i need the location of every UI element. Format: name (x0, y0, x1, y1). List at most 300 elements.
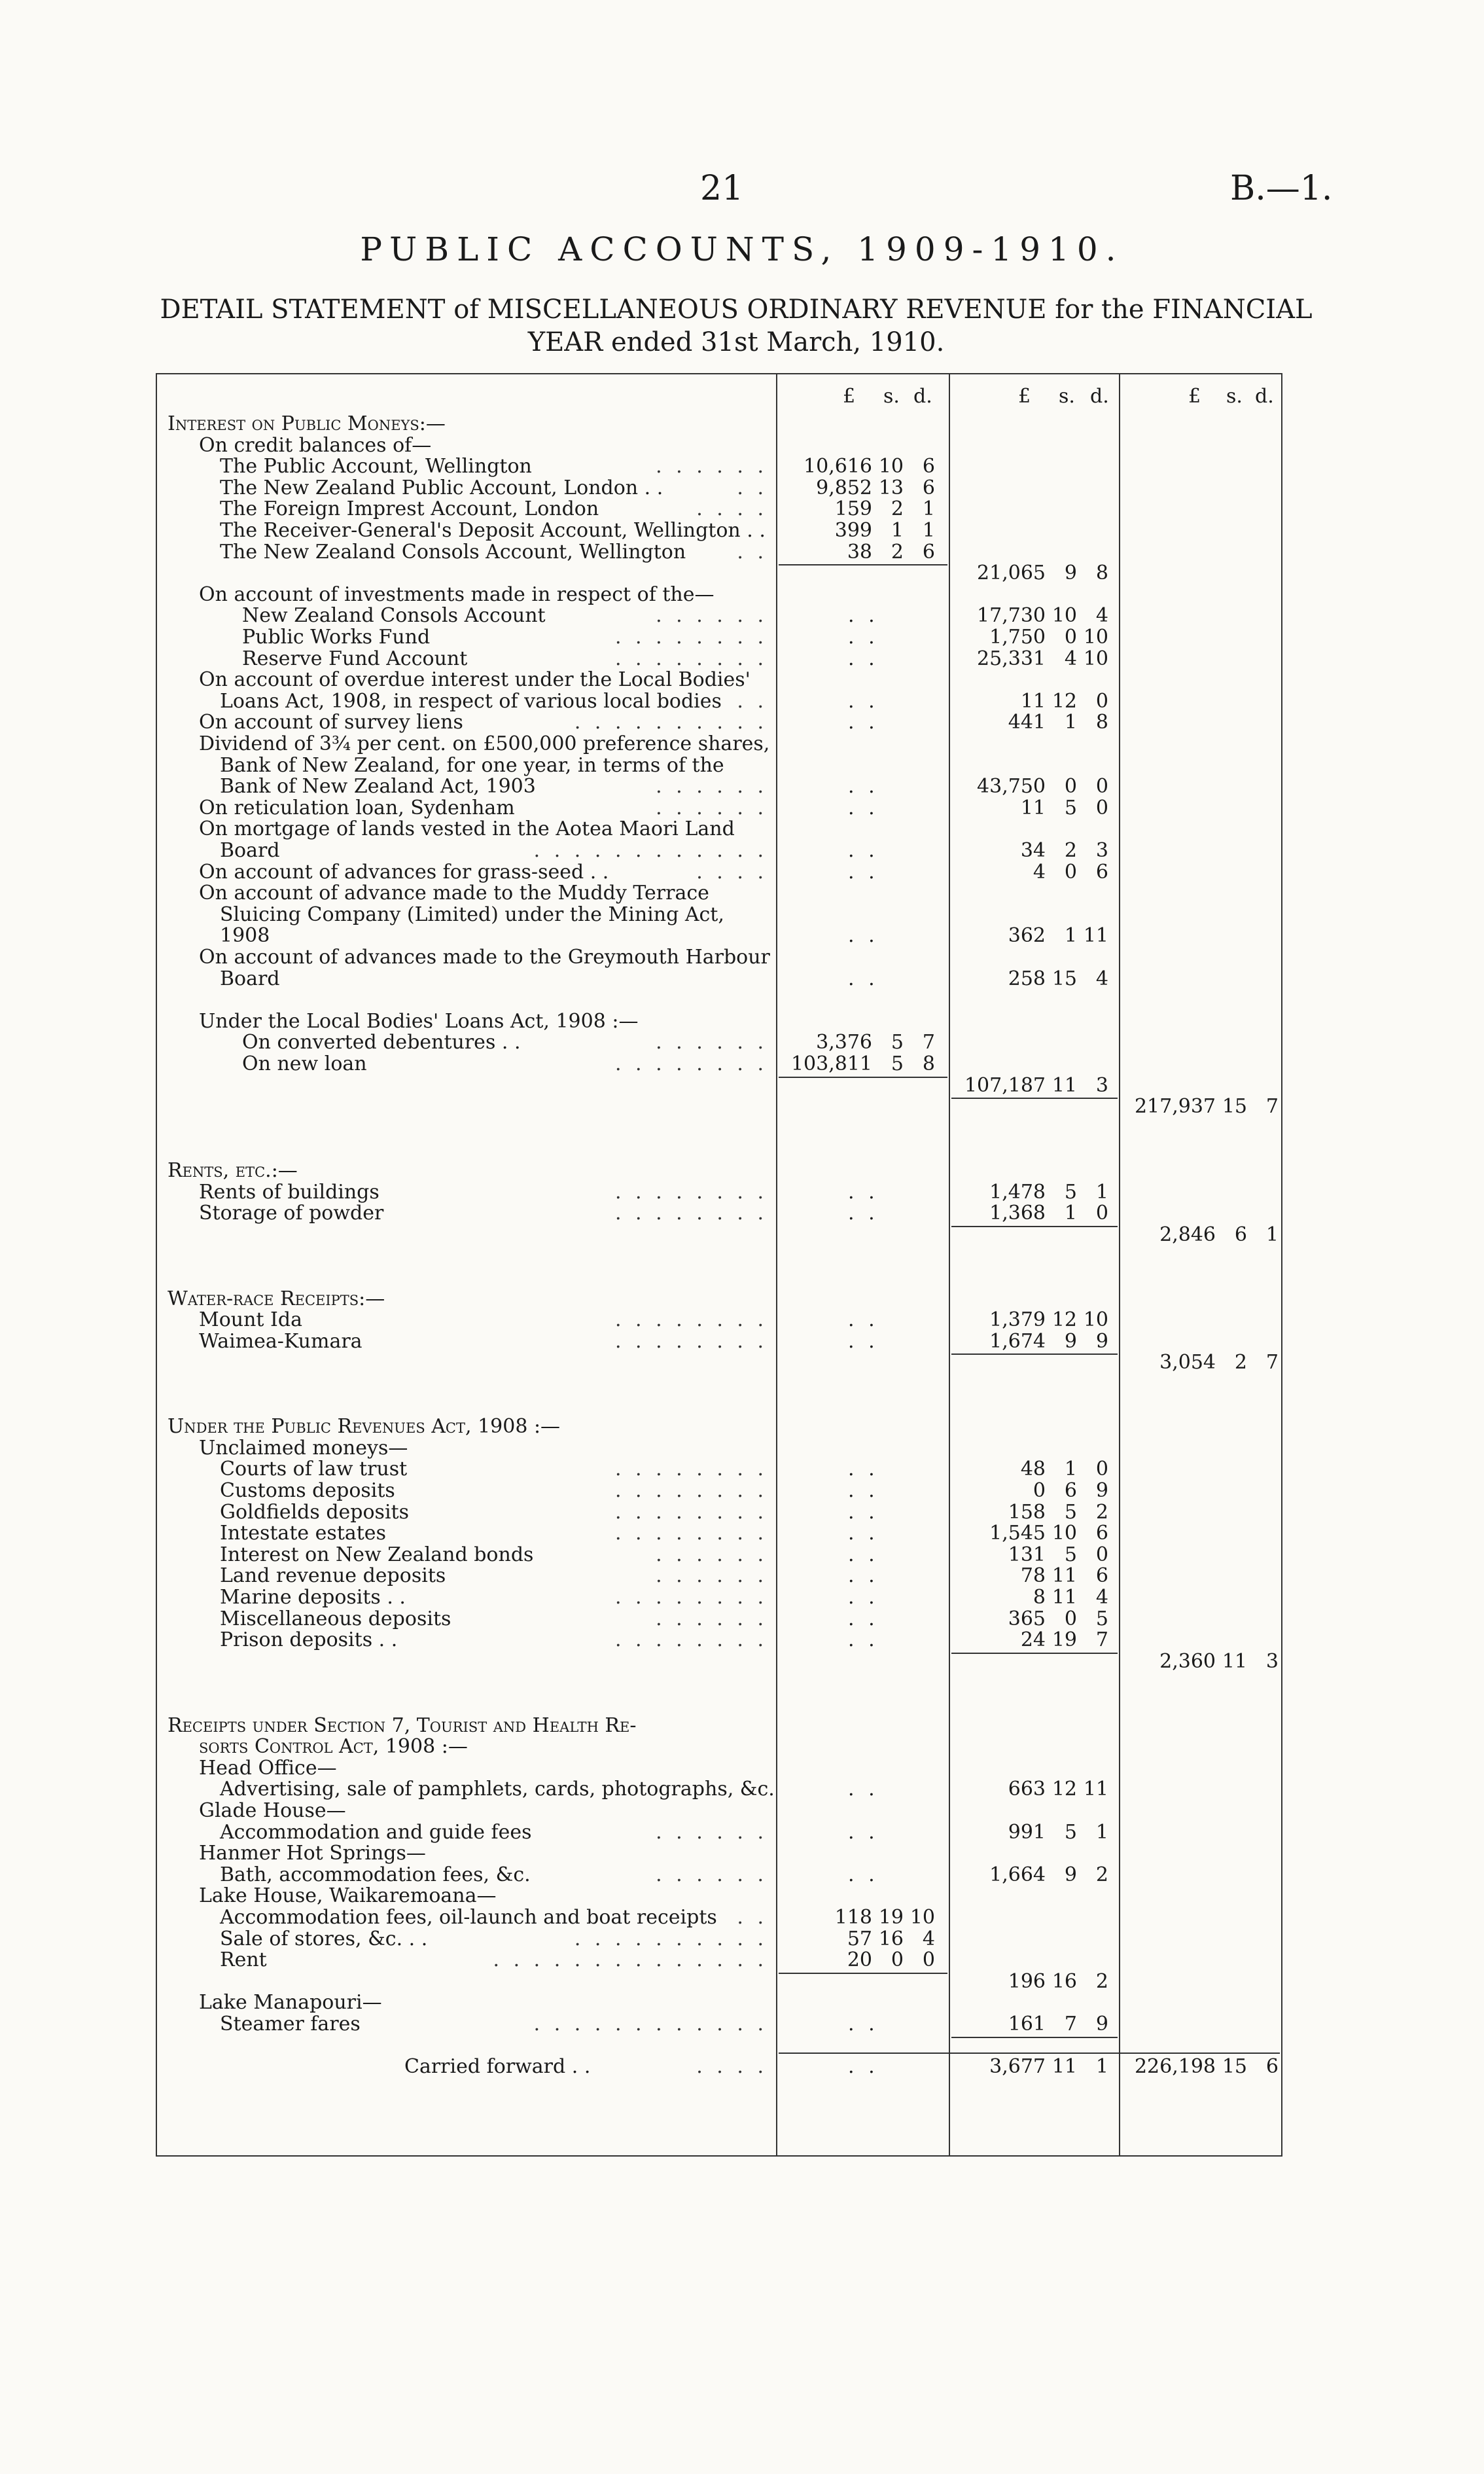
col2-pence: 11 (1083, 924, 1108, 948)
table-row (156, 1758, 1282, 1779)
col2-pounds: 1,674 (989, 1329, 1046, 1353)
row-label: Water-race Receipts:— (168, 1287, 385, 1310)
col1-pence: 6 (922, 540, 935, 564)
row-label: The New Zealand Public Account, London . . (220, 476, 663, 499)
leader-dots: . . (737, 476, 768, 499)
table-row (156, 1801, 1282, 1821)
row-label: Hanmer Hot Springs— (199, 1842, 426, 1865)
empty-cell-dots: . . (848, 1308, 879, 1332)
empty-cell-dots: . . (848, 647, 879, 670)
row-label: Head Office— (199, 1756, 337, 1780)
empty-cell-dots: . . (848, 1820, 879, 1844)
row-label: 1908 (220, 924, 270, 948)
table-row (156, 969, 1282, 990)
row-label: The New Zealand Consols Account, Wellington (220, 540, 686, 564)
col1-pounds: 10,616 (804, 455, 872, 478)
row-label: Land revenue deposits (220, 1564, 446, 1588)
col2-shillings: 10 (1051, 1522, 1077, 1545)
col2-pence: 10 (1083, 1308, 1108, 1332)
col3-pence: 6 (1265, 2055, 1279, 2079)
leader-dots: . . . . . . . . (614, 1052, 768, 1075)
table-row (156, 1182, 1282, 1203)
col3-shilling-header: s. (1226, 385, 1243, 408)
col2-shillings: 5 (1064, 796, 1077, 819)
col2-pounds: 21,065 (977, 562, 1046, 585)
row-label: Storage of powder (199, 1202, 384, 1225)
table-row (156, 414, 1282, 435)
row-label: On account of survey liens (199, 711, 463, 734)
col2-pence: 0 (1095, 796, 1108, 819)
table-row (156, 1630, 1282, 1651)
empty-cell-dots: . . (848, 860, 879, 884)
row-label: Carried forward . . (404, 2055, 591, 2079)
col2-pounds: 131 (1008, 1543, 1046, 1566)
table-row (156, 1566, 1282, 1587)
col1-shillings: 10 (878, 455, 904, 478)
leader-dots: . . . . . . . . (614, 1500, 768, 1524)
empty-cell-dots: . . (848, 796, 879, 819)
col1-pounds: 118 (834, 1906, 872, 1929)
col2-pounds: 24 (1020, 1628, 1046, 1652)
table-row (156, 712, 1282, 733)
col2-pence: 0 (1095, 1202, 1108, 1225)
col2-pounds: 441 (1008, 711, 1046, 734)
col2-pence: 2 (1095, 1969, 1108, 1993)
col2-pounds: 158 (1008, 1500, 1046, 1524)
col2-pounds: 4 (1033, 860, 1046, 884)
col3-pence-header: d. (1255, 385, 1274, 408)
empty-cell-dots: . . (848, 1202, 879, 1225)
col2-pounds: 1,664 (989, 1863, 1046, 1886)
col2-shilling-header: s. (1059, 385, 1075, 408)
leader-dots: . . . . . . (656, 1031, 768, 1054)
col1-shillings: 0 (891, 1948, 904, 1972)
col2-shillings: 10 (1051, 604, 1077, 628)
row-label: The Foreign Imprest Account, London (220, 497, 599, 521)
col2-pound-header: £ (1018, 385, 1031, 408)
col2-shillings: 2 (1064, 839, 1077, 862)
page-title: PUBLIC ACCOUNTS, 1909-1910. (360, 230, 1124, 268)
col2-pounds: 8 (1033, 1586, 1046, 1609)
col1-shillings: 19 (878, 1906, 904, 1929)
table-row (156, 1971, 1282, 1992)
col2-pounds: 365 (1008, 1607, 1046, 1630)
table-row (156, 627, 1282, 648)
table-row (156, 1779, 1282, 1800)
col2-shillings: 0 (1064, 860, 1077, 884)
table-row (156, 1352, 1282, 1373)
table-row (156, 1502, 1282, 1523)
leader-dots: . . . . . . . . (614, 626, 768, 649)
col3-pence: 3 (1265, 1649, 1279, 1673)
table-row (156, 1225, 1282, 1246)
row-label: On account of advance made to the Muddy Terrace (199, 882, 709, 905)
empty-cell-dots: . . (848, 775, 879, 798)
col2-pounds: 11 (1020, 796, 1046, 819)
table-row (156, 670, 1282, 690)
table-row (156, 1865, 1282, 1886)
table-row (156, 1715, 1282, 1736)
col1-pence: 10 (910, 1906, 935, 1929)
row-label: Accommodation and guide fees (220, 1820, 532, 1844)
col2-pounds: 3,677 (989, 2055, 1046, 2079)
document-reference: B.—1. (1230, 169, 1333, 208)
table-row (156, 1822, 1282, 1843)
row-label: Rents, etc.:— (168, 1159, 298, 1182)
empty-cell-dots: . . (848, 1863, 879, 1886)
col2-pence: 1 (1095, 1820, 1108, 1844)
table-row (156, 1843, 1282, 1864)
col2-shillings: 1 (1064, 1458, 1077, 1481)
row-label: Interest on Public Moneys:— (168, 412, 446, 435)
row-label: The Public Account, Wellington (220, 455, 532, 478)
leader-dots: . . . . . . . . (614, 1479, 768, 1502)
table-row (156, 435, 1282, 456)
col2-pence: 9 (1095, 2013, 1108, 2035)
row-label: Advertising, sale of pamphlets, cards, photographs, &c. (220, 1778, 775, 1801)
col2-pounds: 258 (1008, 967, 1046, 990)
col2-shillings: 1 (1064, 924, 1077, 948)
table-row (156, 649, 1282, 670)
col1-pounds: 57 (847, 1927, 872, 1950)
empty-cell-dots: . . (848, 1522, 879, 1545)
row-label: The Receiver-General's Deposit Account, Wellington . . (220, 519, 766, 542)
row-label: On converted debentures . . (242, 1031, 521, 1054)
row-label: Glade House— (199, 1799, 346, 1822)
col2-pence: 4 (1095, 1586, 1108, 1609)
table-row (156, 947, 1282, 968)
col1-pence: 8 (922, 1052, 935, 1075)
leader-dots: . . . . . . (656, 1863, 768, 1886)
table-row (156, 1246, 1282, 1266)
row-label: Lake House, Waikaremoana— (199, 1884, 497, 1908)
col1-shillings: 13 (878, 476, 904, 499)
leader-dots: . . . . . . . . (614, 1458, 768, 1481)
col2-pence: 4 (1095, 604, 1108, 628)
row-label: Miscellaneous deposits (220, 1607, 451, 1630)
table-row (156, 1160, 1282, 1181)
col2-shillings: 19 (1051, 1628, 1077, 1652)
col1-pounds: 399 (834, 519, 872, 542)
col2-shillings: 11 (1051, 1073, 1077, 1097)
table-row (156, 1545, 1282, 1566)
row-label: Under the Local Bodies' Loans Act, 1908 :— (199, 1009, 639, 1033)
col1-pence: 6 (922, 455, 935, 478)
col1-pounds: 20 (847, 1948, 872, 1972)
leader-dots: . . . . . . . . (614, 1586, 768, 1609)
table-row (156, 456, 1282, 477)
leader-dots: . . . . . . . . (614, 1628, 768, 1652)
col1-pence: 1 (922, 519, 935, 542)
col2-pence: 2 (1095, 1863, 1108, 1886)
col2-pence: 8 (1095, 562, 1108, 585)
col2-pounds: 78 (1020, 1564, 1046, 1588)
row-label: Under the Public Revenues Act, 1908 :— (168, 1415, 561, 1439)
table-row (156, 1075, 1282, 1096)
table-bottom-rule (156, 2155, 1282, 2157)
col3-pence: 7 (1265, 1095, 1279, 1119)
col1-pounds: 3,376 (816, 1031, 872, 1054)
row-label: Rents of buildings (199, 1180, 380, 1204)
row-label: Accommodation fees, oil-launch and boat receipts (220, 1906, 717, 1929)
col3-pounds: 2,846 (1159, 1223, 1216, 1246)
col1-pence-header: d. (913, 385, 932, 408)
leader-dots: . . . . . . . . . . (574, 1927, 768, 1950)
empty-cell-dots: . . (848, 924, 879, 948)
col2-pence: 2 (1095, 1500, 1108, 1524)
col2-pounds: 17,730 (977, 604, 1046, 628)
col2-pence: 8 (1095, 711, 1108, 734)
col2-pence: 1 (1095, 1180, 1108, 1204)
col2-shillings: 0 (1064, 1607, 1077, 1630)
row-label: Reserve Fund Account (242, 647, 468, 670)
table-row (156, 840, 1282, 861)
leader-dots: . . . . . . . . (614, 1308, 768, 1332)
col3-pence: 1 (1265, 1223, 1279, 1246)
empty-cell-dots: . . (848, 1180, 879, 1204)
row-label: Loans Act, 1908, in respect of various local bodies (220, 689, 722, 713)
col2-shillings: 9 (1064, 1329, 1077, 1353)
table-row (156, 563, 1282, 584)
table-row (156, 691, 1282, 712)
col2-pence: 3 (1095, 1073, 1108, 1097)
subtitle-line-2: YEAR ended 31st March, 1910. (527, 327, 945, 357)
empty-cell-dots: . . (848, 1500, 879, 1524)
table-row (156, 478, 1282, 499)
col2-shillings: 5 (1064, 1543, 1077, 1566)
row-label: Public Works Fund (242, 626, 431, 649)
row-label: Intestate estates (220, 1522, 386, 1545)
leader-dots: . . (737, 689, 768, 713)
col2-pence: 10 (1083, 647, 1108, 670)
row-label: On account of advances for grass-seed . . (199, 860, 609, 884)
empty-cell-dots: . . (848, 839, 879, 862)
col2-shillings: 5 (1064, 1180, 1077, 1204)
empty-cell-dots: . . (848, 1778, 879, 1801)
row-label: On reticulation loan, Sydenham (199, 796, 515, 819)
table-row (156, 925, 1282, 946)
table-row (156, 1523, 1282, 1544)
col2-shillings: 11 (1051, 1564, 1077, 1588)
col3-shillings: 15 (1222, 2055, 1247, 2079)
col3-pounds: 3,054 (1159, 1351, 1216, 1374)
col2-pence: 5 (1095, 1607, 1108, 1630)
empty-cell-dots: . . (848, 711, 879, 734)
col2-pounds: 107,187 (964, 1073, 1046, 1097)
row-label: Sluicing Company (Limited) under the Mining Act, (220, 903, 724, 926)
empty-cell-dots: . . (848, 1628, 879, 1652)
table-row (156, 776, 1282, 797)
col3-shillings: 2 (1234, 1351, 1247, 1374)
row-label: On new loan (242, 1052, 367, 1075)
table-row (156, 1331, 1282, 1352)
col2-shillings: 0 (1064, 775, 1077, 798)
empty-cell-dots: . . (848, 1607, 879, 1630)
col3-pounds: 217,937 (1134, 1095, 1216, 1119)
row-label: Steamer fares (220, 2013, 361, 2035)
table-row (156, 1032, 1282, 1053)
leader-dots: . . . . . . . . (614, 1329, 768, 1353)
col2-pence-header: d. (1090, 385, 1109, 408)
col2-pence: 6 (1095, 1564, 1108, 1588)
leader-dots: . . . . (696, 860, 768, 884)
table-row (156, 1886, 1282, 1907)
leader-dots: . . . . . . (656, 455, 768, 478)
col1-shillings: 2 (891, 497, 904, 521)
table-row (156, 499, 1282, 520)
empty-cell-dots: . . (848, 967, 879, 990)
col3-pound-header: £ (1188, 385, 1201, 408)
row-label: Goldfields deposits (220, 1500, 409, 1524)
col1-pound-header: £ (843, 385, 856, 408)
col2-pounds: 43,750 (977, 775, 1046, 798)
col2-shillings: 15 (1051, 967, 1077, 990)
table-row (156, 1203, 1282, 1224)
col1-shillings: 16 (878, 1927, 904, 1950)
empty-cell-dots: . . (848, 689, 879, 713)
col2-pence: 6 (1095, 1522, 1108, 1545)
col2-pence: 6 (1095, 860, 1108, 884)
table-row (156, 1289, 1282, 1310)
table-row (156, 1459, 1282, 1480)
col1-pence: 6 (922, 476, 935, 499)
leader-dots: . . . . . . (656, 1564, 768, 1588)
col2-shillings: 12 (1051, 1308, 1077, 1332)
leader-dots: . . . . . . (656, 1820, 768, 1844)
col1-pounds: 159 (834, 497, 872, 521)
col1-shillings: 5 (891, 1052, 904, 1075)
col2-pence: 4 (1095, 967, 1108, 990)
row-label: Bath, accommodation fees, &c. (220, 1863, 531, 1886)
col2-pounds: 196 (1008, 1969, 1046, 1993)
col2-pounds: 1,368 (989, 1202, 1046, 1225)
table-row (156, 1672, 1282, 1693)
col2-pounds: 1,379 (989, 1308, 1046, 1332)
table-row (156, 1395, 1282, 1416)
col2-pence: 0 (1095, 1458, 1108, 1481)
col2-shillings: 6 (1064, 1479, 1077, 1502)
leader-dots: . . . . . . (656, 775, 768, 798)
row-label: On account of advances made to the Greymouth Harbour (199, 946, 770, 969)
row-label: sorts Control Act, 1908 :— (199, 1735, 468, 1759)
col2-pence: 0 (1095, 689, 1108, 713)
leader-dots: . . (737, 540, 768, 564)
table-row (156, 798, 1282, 819)
col2-pounds: 362 (1008, 924, 1046, 948)
col2-pounds: 48 (1020, 1458, 1046, 1481)
col2-pounds: 663 (1008, 1778, 1046, 1801)
table-row (156, 1609, 1282, 1630)
col3-pounds: 2,360 (1159, 1649, 1216, 1673)
col2-pence: 0 (1095, 1543, 1108, 1566)
col2-shillings: 1 (1064, 1202, 1077, 1225)
table-row (156, 1139, 1282, 1160)
col1-shillings: 1 (891, 519, 904, 542)
col1-shillings: 5 (891, 1031, 904, 1054)
table-row (156, 819, 1282, 840)
table-row (156, 542, 1282, 563)
col2-pounds: 1,750 (989, 626, 1046, 649)
table-row (156, 1992, 1282, 2013)
row-label: Marine deposits . . (220, 1586, 406, 1609)
row-label: Unclaimed moneys— (199, 1436, 408, 1460)
table-row (156, 990, 1282, 1011)
leader-dots: . . . . . . (656, 1607, 768, 1630)
table-row (156, 2056, 1282, 2077)
table-row (156, 883, 1282, 904)
col3-shillings: 11 (1222, 1649, 1247, 1673)
carried-forward-rule (779, 2053, 1280, 2054)
row-label: On mortgage of lands vested in the Aotea Maori Land (199, 817, 735, 841)
row-label: Sale of stores, &c. . . (220, 1927, 428, 1950)
empty-cell-dots: . . (848, 626, 879, 649)
row-label: Rent (220, 1948, 267, 1972)
row-label: Customs deposits (220, 1479, 395, 1502)
empty-cell-dots: . . (848, 1564, 879, 1588)
row-label: Dividend of 3¾ per cent. on £500,000 preference shares, (199, 732, 770, 755)
row-label: Interest on New Zealand bonds (220, 1543, 534, 1566)
row-label: Mount Ida (199, 1308, 302, 1332)
leader-dots: . . . . (696, 497, 768, 521)
empty-cell-dots: . . (848, 604, 879, 628)
col2-shillings: 5 (1064, 1500, 1077, 1524)
row-label: On account of investments made in respect of the— (199, 583, 715, 606)
page-number: 21 (700, 169, 744, 208)
row-label: Lake Manapouri— (199, 1991, 382, 2015)
row-label: Bank of New Zealand Act, 1903 (220, 775, 536, 798)
row-label: Prison deposits . . (220, 1628, 398, 1652)
col2-pounds: 25,331 (977, 647, 1046, 670)
table-top-rule (156, 373, 1282, 374)
col1-pounds: 38 (847, 540, 872, 564)
row-label: Board (220, 967, 280, 990)
col1-pence: 7 (922, 1031, 935, 1054)
table-row (156, 1310, 1282, 1331)
col2-shillings: 0 (1064, 626, 1077, 649)
empty-cell-dots: . . (848, 1586, 879, 1609)
col2-shillings: 1 (1064, 711, 1077, 734)
table-row (156, 1929, 1282, 1950)
table-row (156, 1438, 1282, 1459)
table-row (156, 755, 1282, 776)
col2-pence: 0 (1095, 775, 1108, 798)
col2-shillings: 9 (1064, 562, 1077, 585)
col1-pence: 0 (922, 1948, 935, 1972)
col1-pounds: 9,852 (816, 476, 872, 499)
row-label: On account of overdue interest under the Local Bodies' (199, 668, 751, 692)
leader-dots: . . . . . . (656, 1543, 768, 1566)
table-row (156, 1011, 1282, 1032)
col2-shillings: 16 (1051, 1969, 1077, 1993)
table-row (156, 1694, 1282, 1715)
empty-cell-dots: . . (848, 2055, 879, 2079)
col2-pounds: 34 (1020, 839, 1046, 862)
col1-pounds: 103,811 (790, 1052, 872, 1075)
table-row (156, 1907, 1282, 1928)
col3-pence: 7 (1265, 1351, 1279, 1374)
col2-shillings: 11 (1051, 1586, 1077, 1609)
empty-cell-dots: . . (848, 1479, 879, 1502)
table-row (156, 1096, 1282, 1117)
table-row (156, 1480, 1282, 1501)
col3-shillings: 15 (1222, 1095, 1247, 1119)
leader-dots: . . . . (696, 2055, 768, 2079)
table-row (156, 1374, 1282, 1395)
col2-pence: 9 (1095, 1479, 1108, 1502)
leader-dots: . . . . . . . . . . . . (533, 2013, 768, 2035)
row-label: Bank of New Zealand, for one year, in terms of the (220, 753, 724, 777)
leader-dots: . . . . . . (656, 604, 768, 628)
